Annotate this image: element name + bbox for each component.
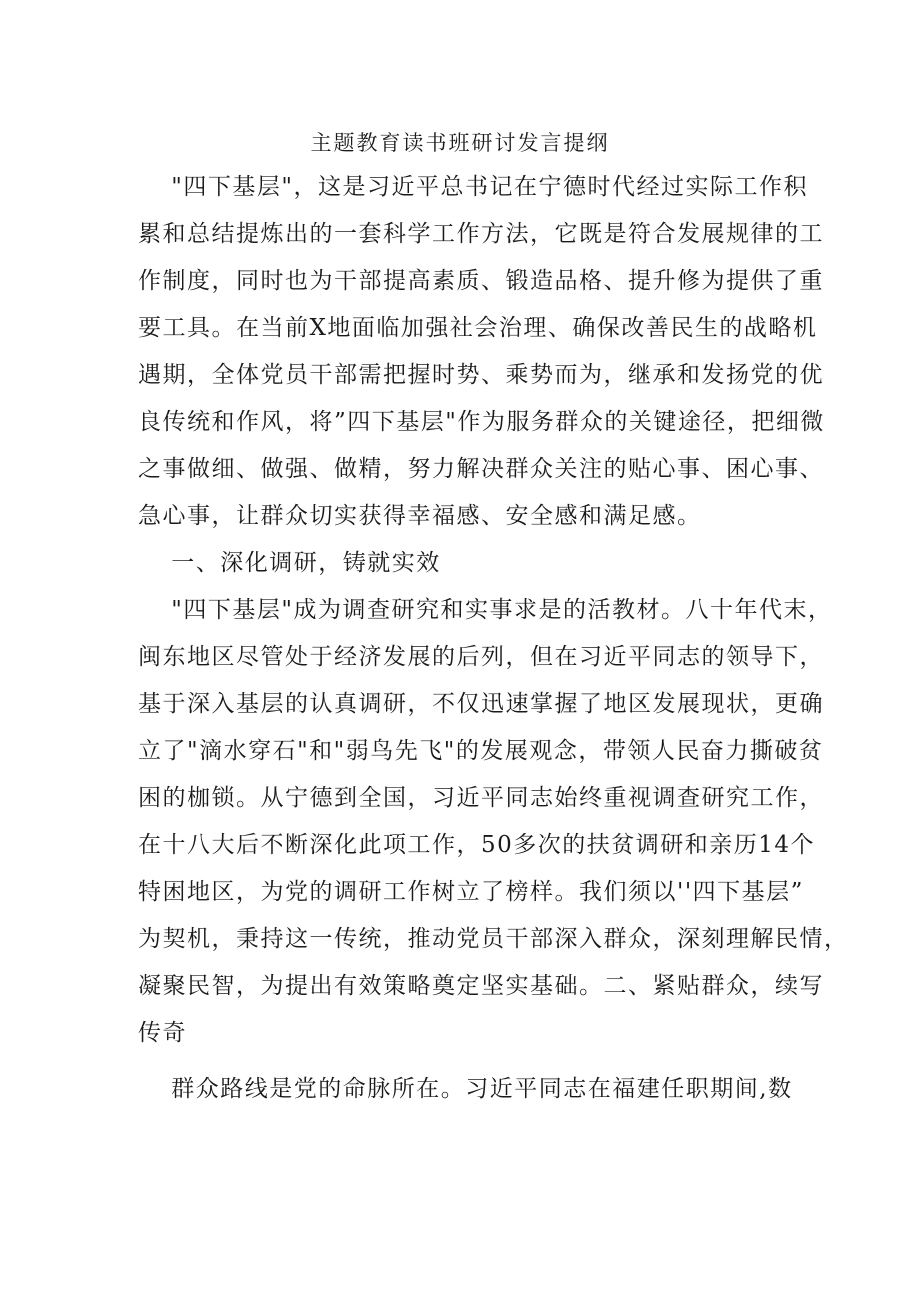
paragraph-line: 之事做细、做强、做精，努力解决群众关注的贴心事、困心事、 <box>138 456 824 482</box>
paragraph-line: 遇期，全体党员干部需把握时势、乘势而为，继承和发扬党的优 <box>138 362 824 388</box>
paragraph-line: 困的枷锁。从宁德到全国，习近平同志始终重视调查研究工作， <box>138 785 824 811</box>
paragraph-line: 要工具。在当前X地面临加强社会治理、确保改善民生的战略机 <box>138 315 818 341</box>
paragraph-line: "四下基层"，这是习近平总书记在宁德时代经过实际工作积 <box>138 174 808 200</box>
paragraph-line: 传奇 <box>138 1020 187 1046</box>
paragraph-line: 闽东地区尽管处于经济发展的后列，但在习近平同志的领导下， <box>138 644 824 670</box>
paragraph-line: 群众路线是党的命脉所在。习近平同志在福建任职期间,数 <box>138 1076 793 1102</box>
document-body <box>138 164 849 1113</box>
section-heading: 一、深化调研，铸就实效 <box>138 550 441 576</box>
paragraph-line: 为契机，秉持这一传统，推动党员干部深入群众，深刻理解民情， <box>138 926 849 952</box>
document-title: 主题教育读书班研讨发言提纲 <box>310 131 610 155</box>
paragraph-line: 基于深入基层的认真调研，不仅迅速掌握了地区发展现状，更确 <box>138 691 824 717</box>
paragraph-line: 累和总结提炼出的一套科学工作方法，它既是符合发展规律的工 <box>138 221 824 247</box>
paragraph-line: 凝聚民智，为提出有效策略奠定坚实基础。二、紧贴群众，续写 <box>138 973 824 999</box>
paragraph-line: 作制度，同时也为干部提高素质、锻造品格、提升修为提供了重 <box>138 268 824 294</box>
paragraph-line: "四下基层"成为调查研究和实事求是的活教材。八十年代末， <box>138 597 833 623</box>
paragraph-line: 在十八大后不断深化此项工作，50多次的扶贫调研和亲历14个 <box>138 832 816 858</box>
paragraph-line: 急心事，让群众切实获得幸福感、安全感和满足感。 <box>138 503 702 529</box>
paragraph-line: 立了"滴水穿石"和"弱鸟先飞"的发展观念，带领人民奋力撕破贫 <box>138 738 824 764</box>
paragraph-line: 良传统和作风，将”四下基层"作为服务群众的关键途径，把细微 <box>138 409 825 435</box>
paragraph-line: 特困地区，为党的调研工作树立了榜样。我们须以''四下基层” <box>138 879 804 905</box>
